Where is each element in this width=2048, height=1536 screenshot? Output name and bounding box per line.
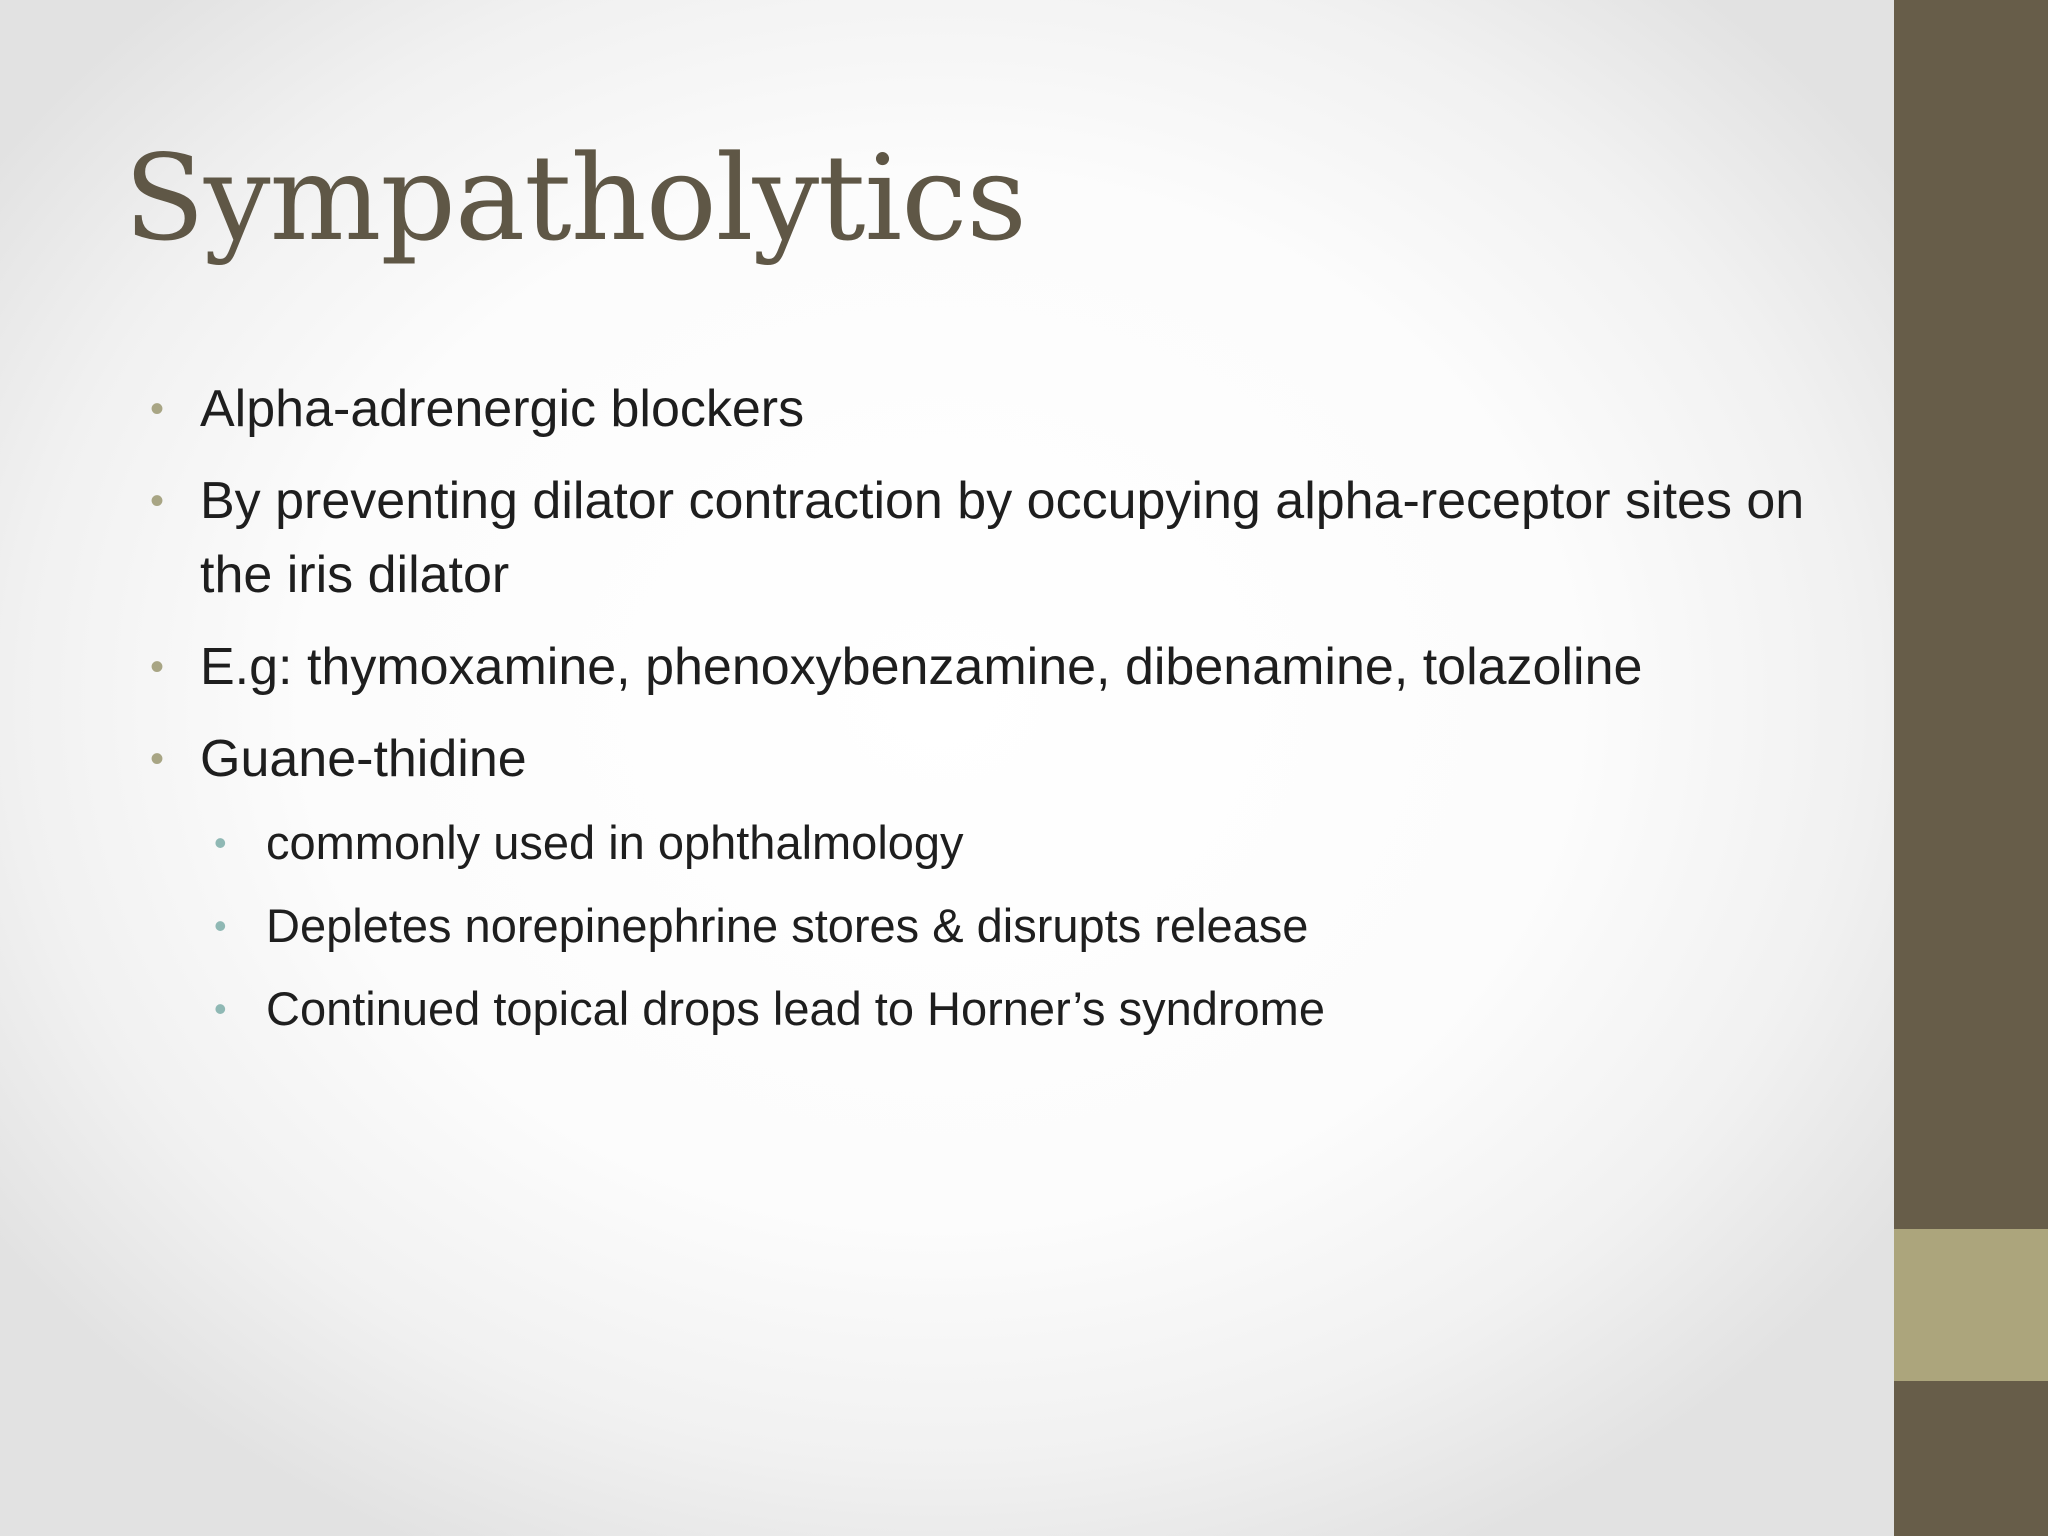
bullet-text: By preventing dilator contraction by occupying alpha-receptor sites on the iris dilator [200,472,1805,604]
sub-bullet-text: Depletes norepinephrine stores & disrupts release [266,899,1309,952]
decorative-sidebar [1894,0,2048,1536]
sub-bullet-text: Continued topical drops lead to Horner’s syndrome [266,982,1325,1035]
bullet-list [146,372,1806,1059]
sub-bullet-item [208,893,1806,959]
sidebar-dark-block [1894,0,2048,1229]
sub-bullet-dot-icon: • [214,822,227,863]
sub-bullet-dot-icon: • [214,988,227,1029]
bullet-text: E.g: thymoxamine, phenoxybenzamine, dibenamine, tolazoline [200,638,1643,696]
bullet-text: Guane-thidine [200,730,527,788]
bullet-dot-icon: • [150,479,165,523]
bullet-item [146,464,1806,612]
bullet-item [146,722,1806,796]
sub-bullet-text: commonly used in ophthalmology [266,816,964,869]
sidebar-dark-block-bottom [1894,1381,2048,1536]
bullet-item [146,630,1806,704]
sub-bullet-item [208,976,1806,1042]
bullet-dot-icon: • [150,387,165,431]
sub-bullet-list [146,810,1806,1042]
bullet-dot-icon: • [150,737,165,781]
sidebar-accent-block [1894,1229,2048,1381]
sub-bullet-item [208,810,1806,876]
bullet-dot-icon: • [150,645,165,689]
bullet-text: Alpha-adrenergic blockers [200,380,805,438]
bullet-item [146,372,1806,446]
slide-title: Sympatholytics [124,129,1026,267]
sub-bullet-dot-icon: • [214,905,227,946]
